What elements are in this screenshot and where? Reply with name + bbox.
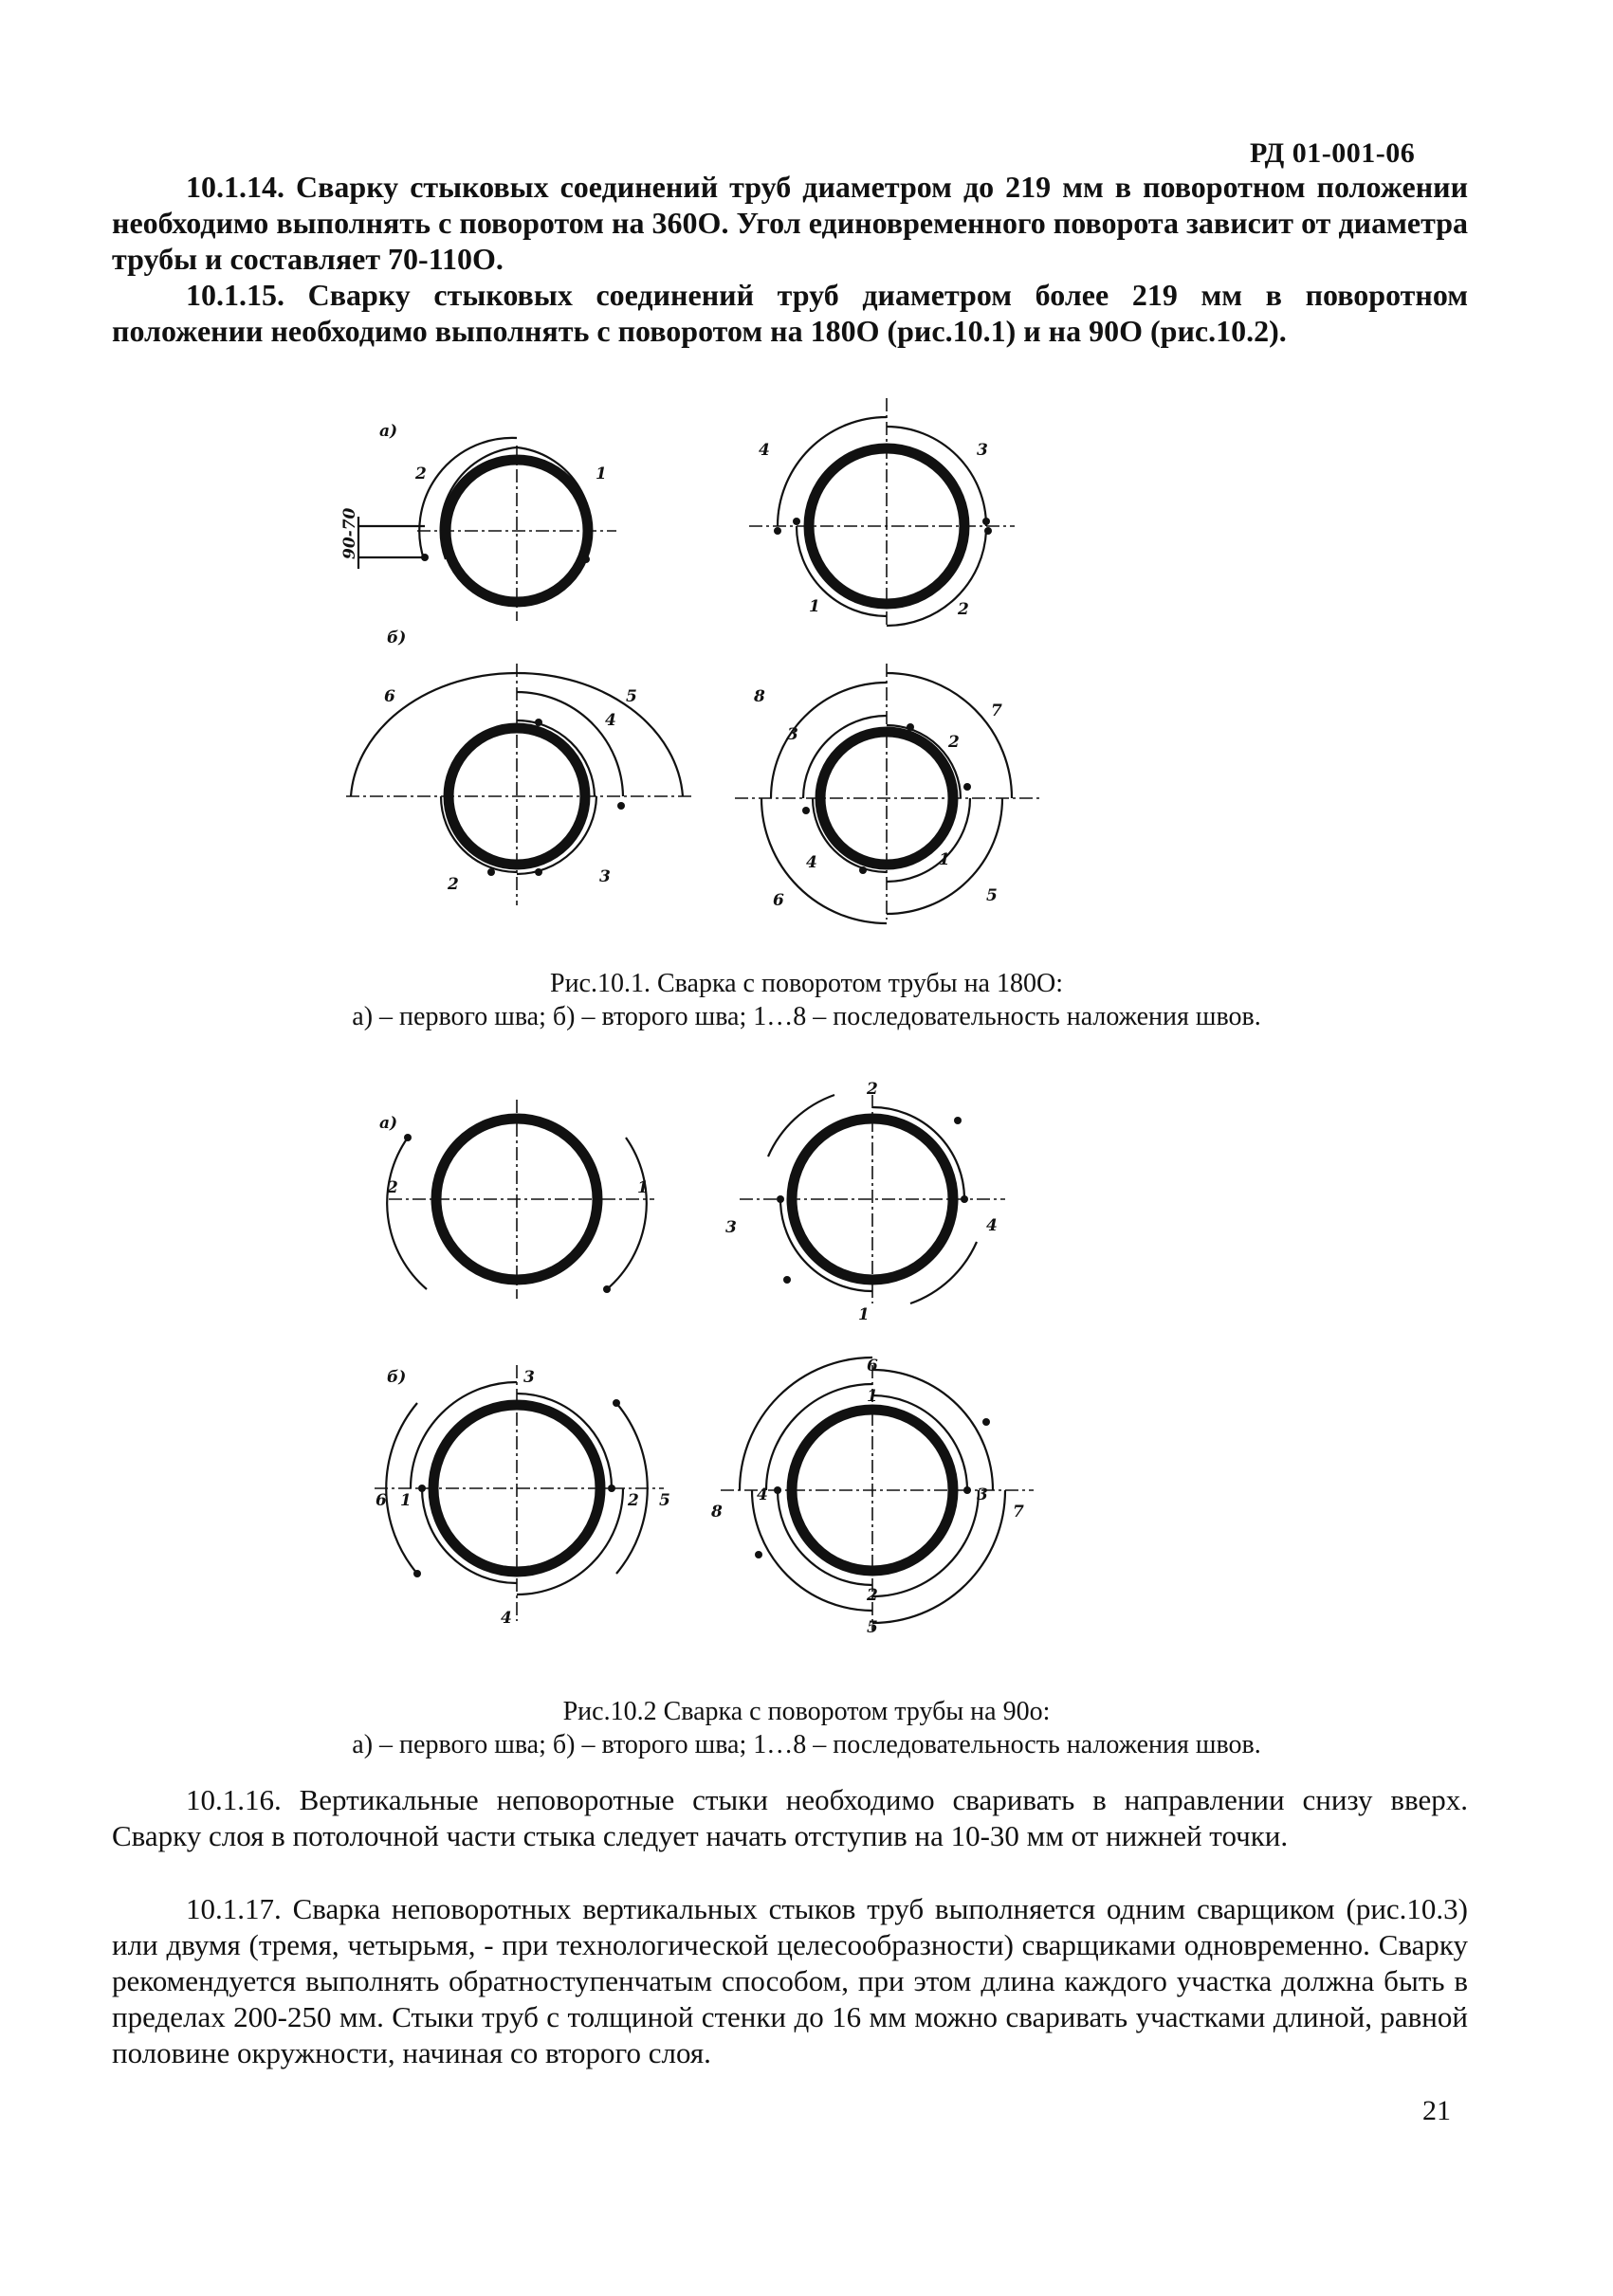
seam-number: 5 [626, 687, 637, 706]
caption-line: а) – первого шва; б) – второго шва; 1…8 – последовательность наложения швов. [352, 1730, 1261, 1759]
paragraph-10-1-14 [112, 169, 1468, 277]
dimension-label: 90-70 [340, 507, 359, 559]
seam-number: 2 [948, 733, 960, 752]
seam-number: 6 [867, 1357, 878, 1376]
paragraph-text: 10.1.16. Вертикальные неповоротные стыки необходимо сваривать в направлении снизу вверх. Сварку слоя в потолочной части стыка следует начать отступив на 10-30 мм от нижней точки. [112, 1783, 1468, 1852]
figure-10-1-caption [0, 967, 1613, 1033]
figure-label-a: а) [379, 1114, 398, 1133]
page-number: 21 [1422, 2095, 1451, 2126]
pipe-diagram-b-left [375, 1365, 670, 1628]
pipe-diagram-b-right [710, 1357, 1034, 1637]
seam-number: 2 [448, 875, 459, 894]
figure-label-a: а) [379, 422, 398, 441]
seam-number: 2 [867, 1586, 878, 1605]
paragraph-text: 10.1.14. Сварку стыковых соединений труб диаметром до 219 мм в поворотном положении необходимо выполнять с поворотом на 360О. Угол единовременного поворота зависит от диаметра трубы и составляет 70-110О. [112, 170, 1468, 276]
pipe-diagram-b-left [346, 664, 692, 905]
paragraph-text: 10.1.17. Сварка неповоротных вертикальных стыков труб выполняется одним сварщиком (рис.10.3) или двумя (тремя, четырьмя, - при технологической целесообразности) сварщиками одновременно. Сварку рекомендуется выполнять обратноступенчатым способом, при этом длина каждого участка должна быть в пределах 200-250 мм. Стыки труб с толщиной стенки до 16 мм можно сваривать участками длиной, равной половине окружности, начиная со второго слоя. [112, 1892, 1468, 2069]
seam-number: 4 [759, 441, 770, 460]
seam-number: 3 [725, 1218, 737, 1237]
seam-number: 3 [977, 1485, 988, 1504]
seam-number: 8 [711, 1503, 723, 1522]
seam-number: 5 [659, 1491, 670, 1510]
figure-10-2-caption [0, 1695, 1613, 1761]
seam-number: 6 [773, 891, 784, 910]
seam-number: 4 [757, 1485, 768, 1504]
seam-number: 4 [605, 711, 616, 730]
paragraph-text: 10.1.15. Сварку стыковых соединений труб диаметром более 219 мм в поворотном положении необходимо выполнять с поворотом на 180О (рис.10.1) и на 90О (рис.10.2). [112, 278, 1468, 348]
document-code: РД 01-001-06 [1250, 137, 1416, 169]
seam-number: 4 [501, 1609, 512, 1628]
pipe-diagram-a-right [725, 1081, 1005, 1324]
paragraph-10-1-17 [112, 1891, 1468, 2071]
seam-number: 4 [806, 853, 817, 872]
seam-number: 3 [977, 441, 988, 460]
seam-number: 7 [991, 702, 1002, 720]
seam-number: 6 [376, 1491, 387, 1510]
caption-line: Рис.10.1. Сварка с поворотом трубы на 180О: [550, 969, 1063, 998]
seam-number: 1 [596, 465, 607, 483]
seam-number: 2 [415, 465, 427, 483]
seam-number: 1 [400, 1491, 412, 1510]
seam-number: 4 [986, 1216, 998, 1235]
paragraph-10-1-16 [112, 1782, 1468, 1854]
caption-line: Рис.10.2 Сварка с поворотом трубы на 90о: [562, 1697, 1051, 1726]
seam-number: 8 [754, 687, 765, 706]
seam-number: 1 [809, 597, 820, 616]
pipe-diagram-b-right [735, 664, 1043, 923]
figure-label-b: б) [387, 1368, 407, 1387]
pipe-diagram-a-left [340, 438, 616, 621]
caption-line: а) – первого шва; б) – второго шва; 1…8 – последовательность наложения швов. [352, 1002, 1261, 1031]
svg-text:90-70 [340, 507, 359, 559]
seam-number: 3 [787, 725, 798, 744]
seam-number: 1 [867, 1387, 878, 1406]
seam-number: 2 [628, 1491, 639, 1510]
seam-number: 3 [599, 867, 611, 886]
seam-number: 1 [939, 850, 950, 869]
paragraph-10-1-15 [112, 277, 1468, 349]
seam-number: 1 [858, 1305, 870, 1324]
seam-number: 3 [523, 1368, 535, 1387]
figure-10-1-diagram [0, 389, 1613, 938]
seam-number: 1 [637, 1178, 649, 1197]
pipe-diagram-a-left [386, 1100, 654, 1299]
seam-number: 7 [1013, 1503, 1024, 1522]
seam-number: 2 [958, 600, 969, 619]
pipe-diagram-a-right [749, 398, 1015, 626]
seam-number: 5 [986, 886, 998, 905]
seam-number: 2 [387, 1178, 398, 1197]
figure-10-2-diagram [0, 1081, 1613, 1668]
seam-number: 6 [384, 687, 395, 706]
figure-label-b: б) [387, 629, 407, 647]
seam-number: 2 [867, 1081, 878, 1099]
seam-number: 5 [867, 1618, 878, 1637]
